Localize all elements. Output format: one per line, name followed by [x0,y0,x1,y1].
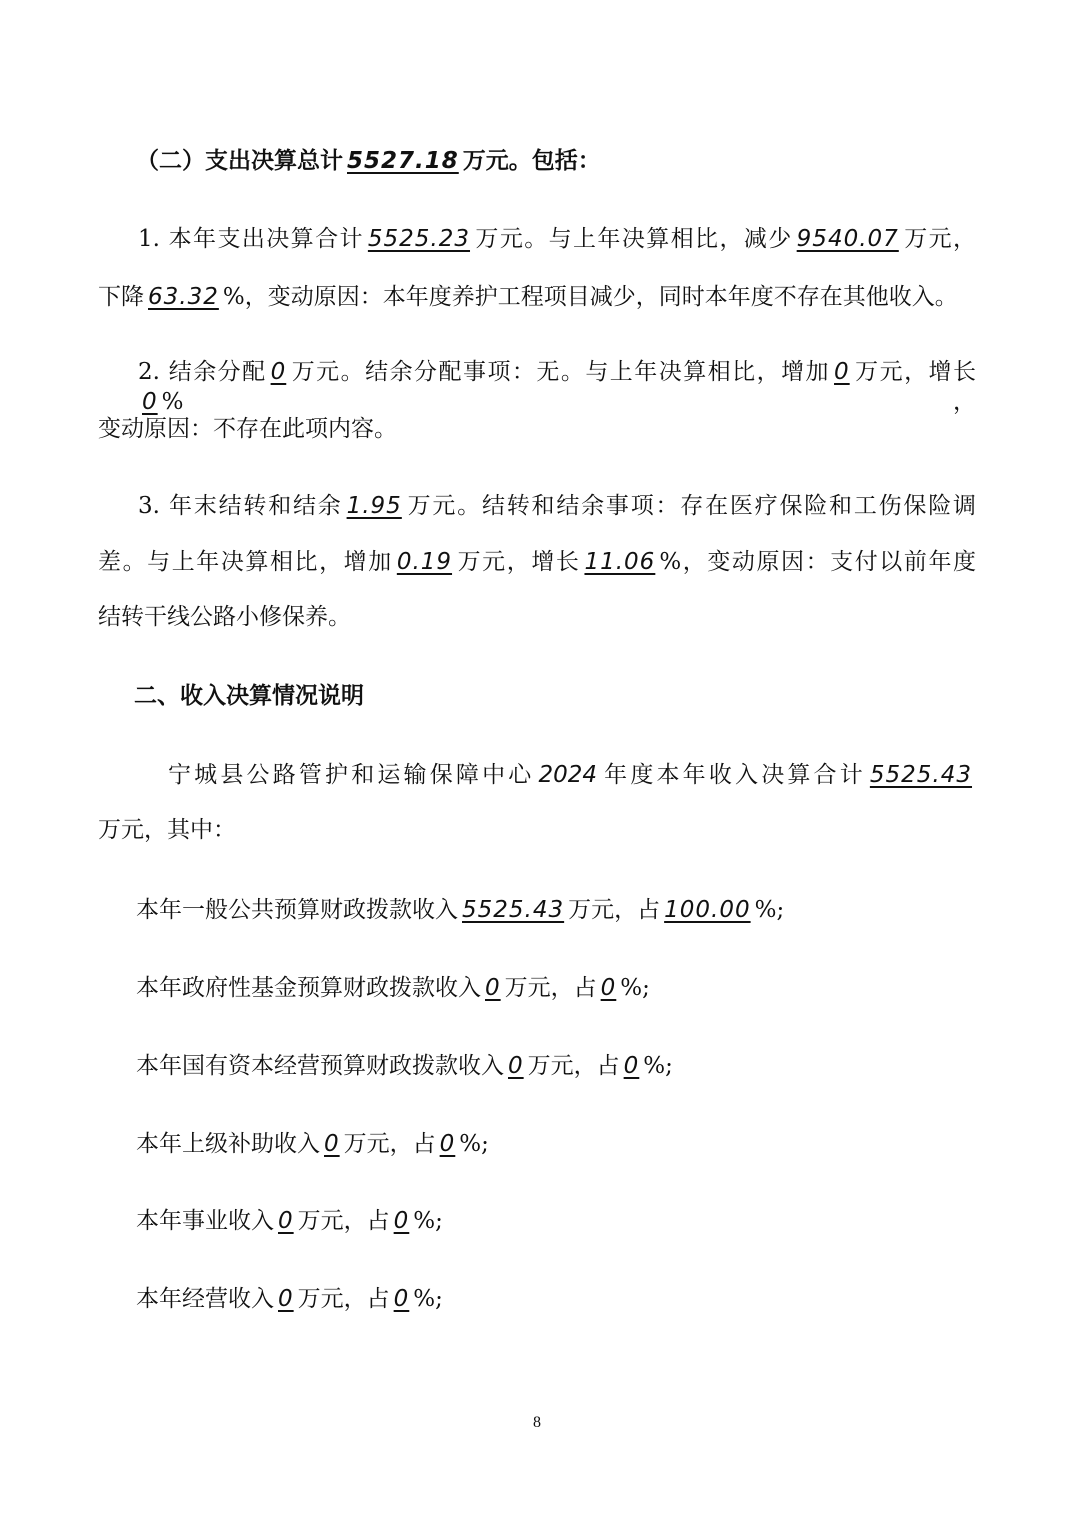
item1-text: 万元， [902,226,977,252]
income-item-label: 本年政府性基金预算财政拨款收入 [136,975,481,1001]
item1-text: %，变动原因：本年度养护工程项目减少，同时本年度不存在其他收入。 [222,284,958,310]
expense-total-prefix: （二）支出决算总计 [136,148,343,174]
item2-line1 [138,357,976,417]
income-item [136,1129,489,1159]
income-item-label: 本年国有资本经营预算财政拨款收入 [136,1053,504,1079]
income-item-label: 本年一般公共预算财政拨款收入 [136,897,458,923]
item3-text: 万元。结转和结余事项：存在医疗保险和工伤保险调 [405,493,977,519]
income-item-amount: 0 [324,1131,340,1157]
item3-increase-amount: 0.19 [396,549,453,575]
item3-text: 万元，增长 [456,549,581,575]
item3-text: %，变动原因：支付以前年度 [659,549,977,575]
section2-intro-line1 [168,760,976,790]
item3-line1 [138,491,976,521]
item1-current-expense: 5525.23 [367,226,471,252]
income-item [136,1206,443,1236]
section2-text: 宁城县公路管护和运输保障中心 [168,762,535,788]
income-item-pct: 0 [393,1208,410,1234]
item2-increase-amount: 0 [834,359,850,385]
income-item-amount: 0 [278,1208,294,1234]
section2-intro-line2: 万元，其中： [98,817,236,843]
income-item-text: 万元，占 [297,1208,390,1234]
item3-increase-pct: 11.06 [584,549,656,575]
item2-text: %， [161,389,976,415]
income-item-label: 本年事业收入 [136,1208,274,1234]
income-item-pct: 100.00 [664,897,751,923]
item1-decrease-pct: 63.32 [148,284,219,310]
income-item-text: 万元，占 [504,975,597,1001]
income-item [136,895,784,925]
item3-text: 差。与上年决算相比，增加 [98,549,393,575]
income-item [136,973,650,1003]
income-item-text: %; [413,1286,443,1312]
section2-text: 年度本年收入决算合计 [600,762,866,788]
income-item-label: 本年上级补助收入 [136,1131,320,1157]
item2-increase-pct: 0 [142,389,158,415]
income-item-text: 万元，占 [343,1131,436,1157]
item2-text: 万元，增长 [853,359,977,385]
income-item-amount: 5525.43 [462,897,565,923]
income-item-text: 万元，占 [297,1286,390,1312]
item2-text: 2. 结余分配 [138,359,267,385]
item3-line2 [98,547,976,577]
income-item-text: %; [754,897,785,923]
income-item-text: %; [643,1053,673,1079]
item1-text: 下降 [98,284,144,310]
income-item-pct: 0 [623,1053,640,1079]
expense-total-value: 5527.18 [347,148,459,174]
expense-total-suffix: 万元。包括： [462,148,601,174]
income-item-amount: 0 [485,975,501,1001]
item3-line3: 结转干线公路小修保养。 [98,604,351,630]
section2-heading: 二、收入决算情况说明 [134,683,364,709]
item1-line2 [98,282,958,312]
income-item-amount: 0 [278,1286,294,1312]
item1-decrease-amount: 9540.07 [796,226,899,252]
section2-year: 2024 [538,762,597,788]
income-item-text: %; [413,1208,443,1234]
income-item-pct: 0 [393,1286,410,1312]
item3-text: 3. 年末结转和结余 [138,493,343,519]
income-item-pct: 0 [439,1131,456,1157]
expense-total-heading [136,146,601,176]
income-item-amount: 0 [508,1053,524,1079]
income-item [136,1051,673,1081]
item2-surplus-amount: 0 [270,359,287,385]
income-item-label: 本年经营收入 [136,1286,274,1312]
income-item [136,1284,443,1314]
item3-carryover-amount: 1.95 [346,493,402,519]
item2-line2: 变动原因：不存在此项内容。 [98,416,397,442]
item1-line1 [138,224,976,254]
income-item-text: %; [459,1131,489,1157]
item1-text: 万元。与上年决算相比，减少 [474,226,793,252]
item1-text: 1. 本年支出决算合计 [138,226,364,252]
income-item-pct: 0 [600,975,617,1001]
income-item-text: 万元，占 [527,1053,620,1079]
income-item-text: 万元，占 [568,897,661,923]
item2-text: 万元。结余分配事项：无。与上年决算相比，增加 [290,359,831,385]
income-item-text: %; [620,975,650,1001]
page-number: 8 [533,1414,541,1431]
section2-total-income: 5525.43 [869,762,973,788]
